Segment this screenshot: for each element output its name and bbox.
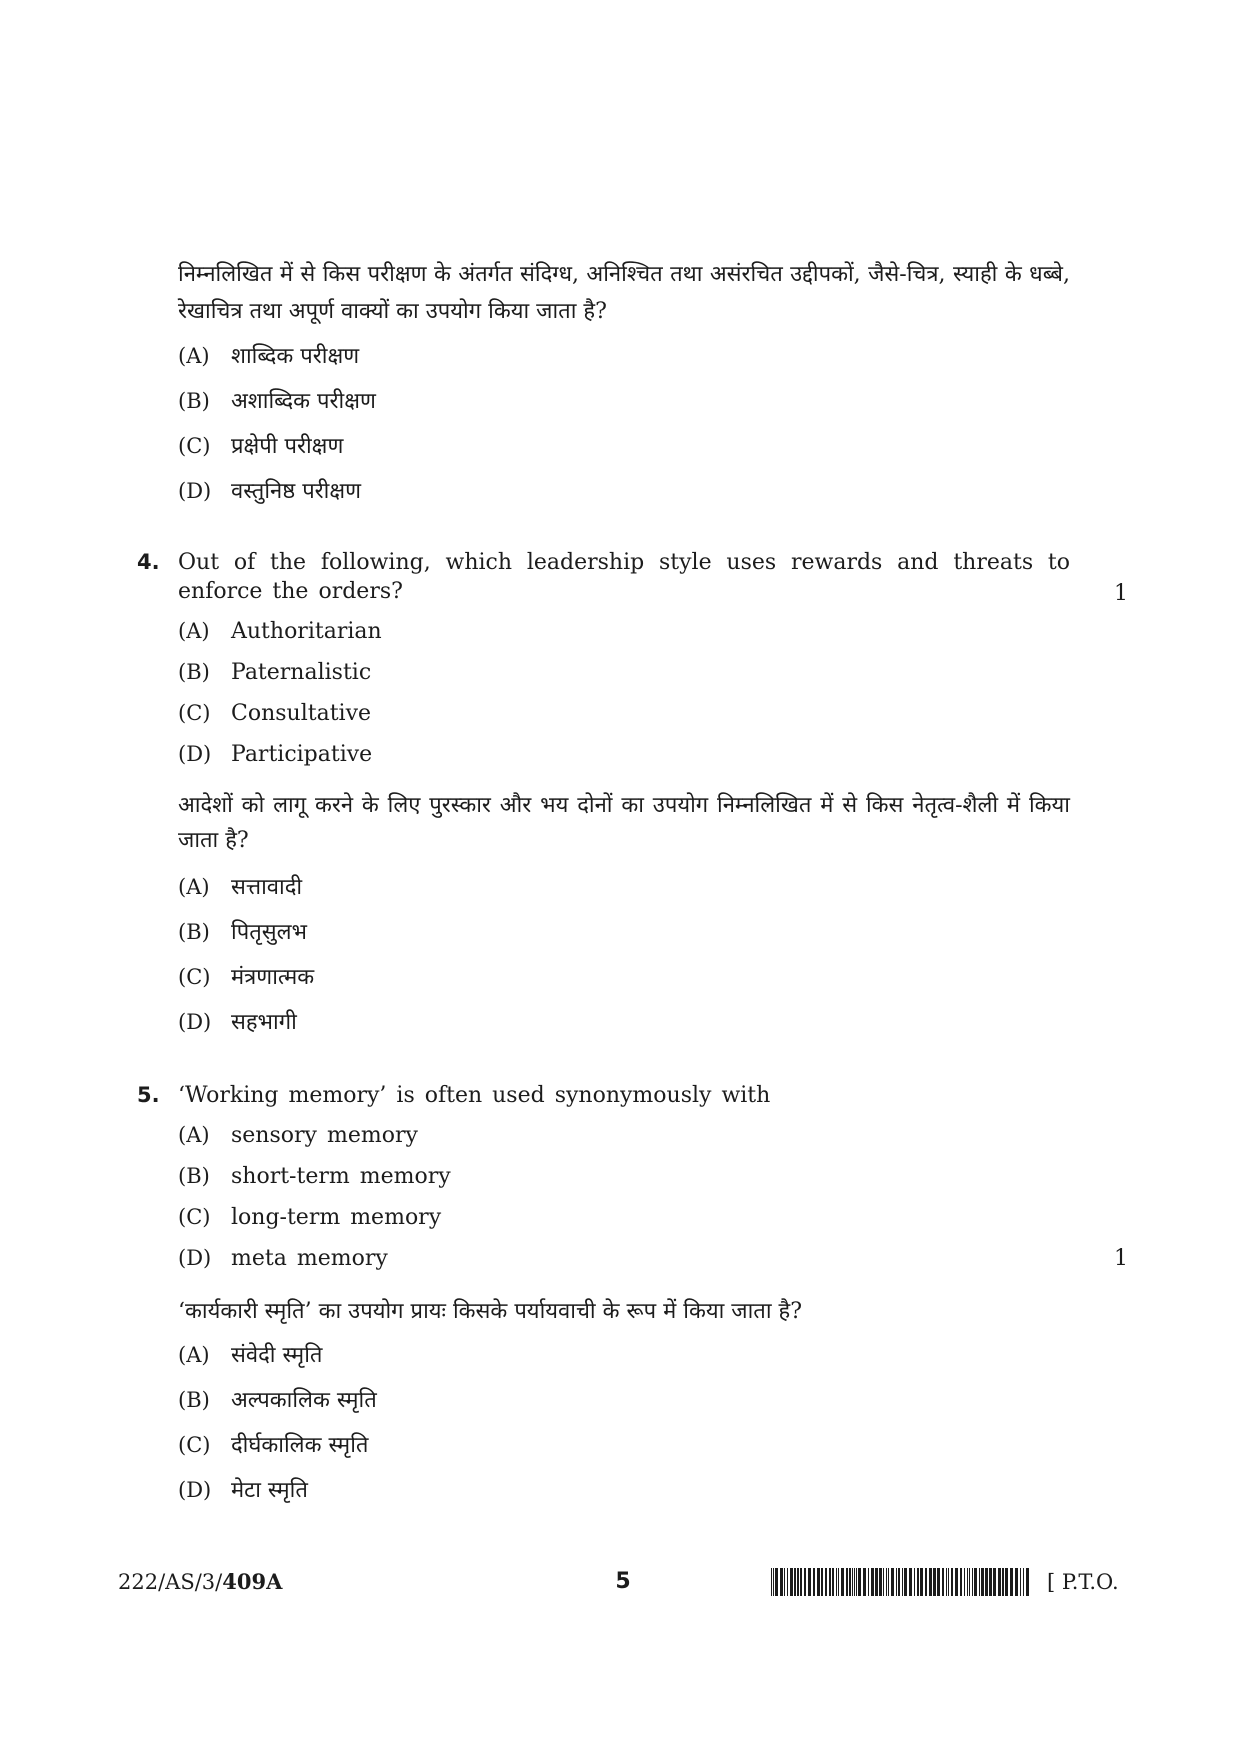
option-text: Authoritarian — [231, 619, 382, 644]
question-marks: 1 — [1114, 581, 1128, 606]
option-text: दीर्घकालिक स्मृति — [231, 1433, 369, 1458]
option-text: short-term memory — [231, 1164, 451, 1189]
option-label: (B) — [178, 389, 210, 413]
paper-code-suffix: 409A — [222, 1569, 283, 1594]
option-a — [178, 611, 1070, 652]
option-text: वस्तुनिष्ठ परीक्षण — [231, 479, 362, 504]
option-label: (B) — [178, 1164, 210, 1188]
page-content — [137, 256, 1128, 1513]
option-label: (B) — [178, 660, 210, 684]
option-text: Paternalistic — [231, 660, 372, 685]
question-4-options-english — [178, 611, 1070, 775]
option-c — [178, 693, 1070, 734]
option-b — [178, 910, 1070, 955]
option-d — [178, 1468, 1070, 1513]
question-4-header — [137, 548, 1128, 606]
question-5-text-hindi: ‘कार्यकारी स्मृति’ का उपयोग प्रायः किसके पर्यायवाची के रूप में किया जाता है? — [178, 1299, 803, 1324]
option-text: मंत्रणात्मक — [231, 965, 315, 990]
option-b — [178, 652, 1070, 693]
question-4-text-english: Out of the following, which leadership style uses rewards and threats to enforce the orders? — [178, 550, 1070, 604]
page-number: 5 — [615, 1569, 631, 1594]
option-label: (D) — [178, 479, 212, 503]
option-d — [178, 734, 1070, 775]
option-label: (A) — [178, 344, 210, 368]
option-label: (C) — [178, 965, 211, 989]
option-label: (A) — [178, 619, 210, 643]
question-4-options-hindi — [178, 865, 1070, 1045]
option-a — [178, 1115, 1070, 1156]
option-c — [178, 1197, 1070, 1238]
option-b — [178, 1156, 1070, 1197]
option-label: (D) — [178, 1478, 212, 1502]
option-a — [178, 1333, 1070, 1378]
option-text: प्रक्षेपी परीक्षण — [231, 434, 344, 459]
question-marks: 1 — [1114, 1246, 1128, 1271]
option-text: अशाब्दिक परीक्षण — [231, 389, 376, 414]
option-text: sensory memory — [231, 1123, 418, 1148]
option-text: Participative — [231, 742, 373, 767]
option-text: Consultative — [231, 701, 372, 726]
option-b — [178, 379, 1070, 424]
option-label: (A) — [178, 875, 210, 899]
option-label: (C) — [178, 701, 211, 725]
paper-code-prefix: 222/AS/3/ — [118, 1570, 223, 1594]
option-text: सहभागी — [231, 1010, 297, 1035]
option-a — [178, 334, 1070, 379]
option-label: (A) — [178, 1123, 210, 1147]
option-d — [178, 469, 1070, 514]
question-5-options-english — [178, 1115, 1128, 1279]
option-label: (B) — [178, 920, 210, 944]
option-text: सत्तावादी — [231, 875, 303, 900]
question-5-header — [137, 1081, 1070, 1110]
option-label: (B) — [178, 1388, 210, 1412]
option-label: (C) — [178, 1205, 211, 1229]
option-a — [178, 865, 1070, 910]
option-b — [178, 1378, 1070, 1423]
question-3-text-hindi: निम्नलिखित में से किस परीक्षण के अंतर्गत संदिग्ध, अनिश्चित तथा असंरचित उद्दीपकों, जैसे-चित्र, स्याही के धब्बे, रेखाचित्र तथा अपूर्ण वाक्यों का उपयोग किया जाता है? — [178, 262, 1070, 324]
option-text: meta memory — [231, 1246, 388, 1271]
option-text: संवेदी स्मृति — [231, 1343, 323, 1368]
option-text: पितृसुलभ — [231, 920, 307, 945]
option-c — [178, 424, 1070, 469]
option-label: (C) — [178, 1433, 211, 1457]
option-text: शाब्दिक परीक्षण — [231, 344, 360, 369]
option-text: long-term memory — [231, 1205, 442, 1230]
option-d — [178, 1000, 1070, 1045]
option-text: अल्पकालिक स्मृति — [231, 1388, 377, 1413]
question-5-text-english: ‘Working memory’ is often used synonymously with — [178, 1083, 771, 1108]
question-5-options-hindi — [178, 1333, 1070, 1513]
option-c — [178, 1423, 1070, 1468]
question-4-text-hindi: आदेशों को लागू करने के लिए पुरस्कार और भय दोनों का उपयोग निम्नलिखित में से किस नेतृत्व-शैली में किया जाता है? — [178, 793, 1070, 853]
option-label: (D) — [178, 742, 212, 766]
question-3-options-hindi — [178, 334, 1070, 514]
option-d — [178, 1238, 1128, 1279]
option-label: (D) — [178, 1010, 212, 1034]
option-label: (C) — [178, 434, 211, 458]
question-number: 4. — [137, 550, 160, 574]
option-label: (D) — [178, 1246, 212, 1270]
option-text: मेटा स्मृति — [231, 1478, 308, 1503]
please-turn-over: [ P.T.O. — [1047, 1570, 1119, 1594]
option-label: (A) — [178, 1343, 210, 1367]
barcode — [771, 1568, 1030, 1596]
option-c — [178, 955, 1070, 1000]
paper-code — [118, 1570, 282, 1594]
question-number: 5. — [137, 1083, 160, 1107]
